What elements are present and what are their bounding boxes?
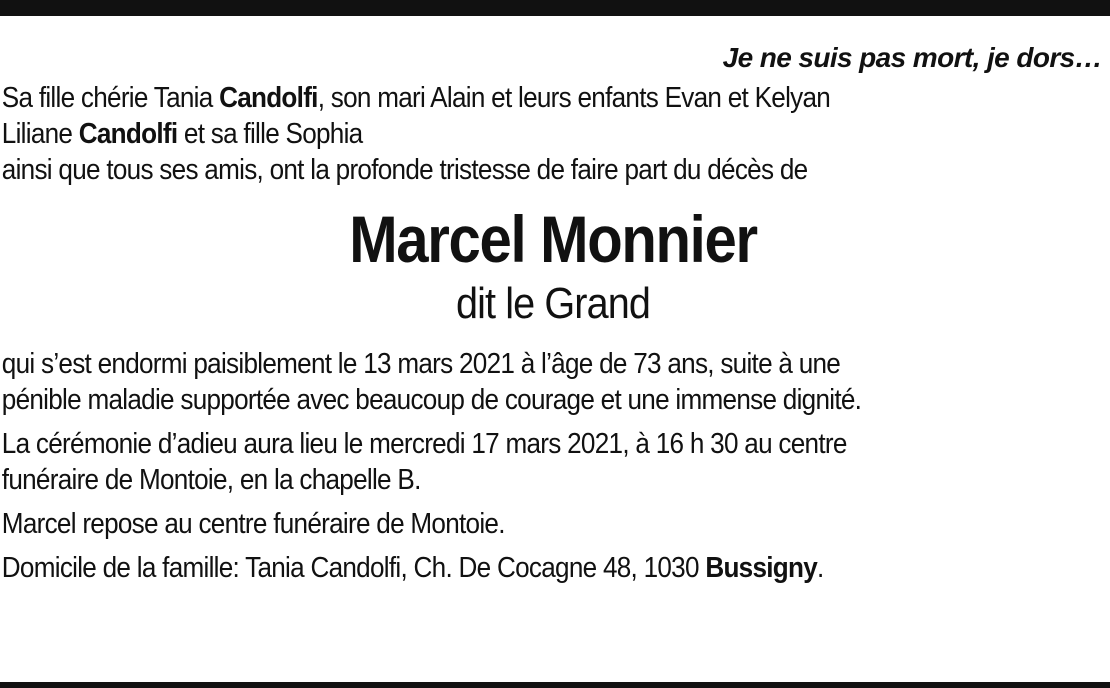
domicile-post: . [817, 552, 824, 584]
family-line-1 [0, 80, 995, 116]
deceased-name: Marcel Monnier [349, 202, 757, 276]
domicile-pre: Domicile de la famille: Tania Candolfi, Ch. De Cocagne 48, 1030 [1, 552, 706, 584]
obituary-content [0, 36, 1106, 586]
domicile-line [0, 550, 995, 586]
top-border-rule [0, 0, 1110, 16]
domicile-town: Bussigny [705, 552, 818, 584]
family-line-1-pre: Sa fille chérie Tania [1, 82, 220, 114]
ceremony-line-2: funéraire de Montoie, en la chapelle B. [1, 464, 421, 496]
death-line-2: pénible maladie supportée avec beaucoup de courage et une immense dignité. [1, 384, 862, 416]
motto-quote: Je ne suis pas mort, je dors… [722, 42, 1102, 73]
family-line-2-pre: Liliane [1, 118, 79, 150]
family-surname-2: Candolfi [78, 118, 178, 150]
family-surname-1: Candolfi [219, 82, 318, 114]
family-line-2 [0, 116, 995, 152]
announcement-line: ainsi que tous ses amis, ont la profonde tristesse de faire part du décès de [1, 154, 808, 186]
ceremony-line-1: La cérémonie d’adieu aura lieu le mercredi 17 mars 2021, à 16 h 30 au centre [1, 428, 847, 460]
family-line-2-post: et sa fille Sophia [177, 118, 363, 150]
bottom-border-rule [0, 682, 1110, 688]
deceased-alias: dit le Grand [456, 279, 650, 328]
rest-line: Marcel repose au centre funéraire de Montoie. [1, 508, 505, 540]
family-line-1-post: , son mari Alain et leurs enfants Evan et Kelyan [317, 82, 831, 114]
death-line-1: qui s’est endormi paisiblement le 13 mars 2021 à l’âge de 73 ans, suite à une [1, 348, 841, 380]
